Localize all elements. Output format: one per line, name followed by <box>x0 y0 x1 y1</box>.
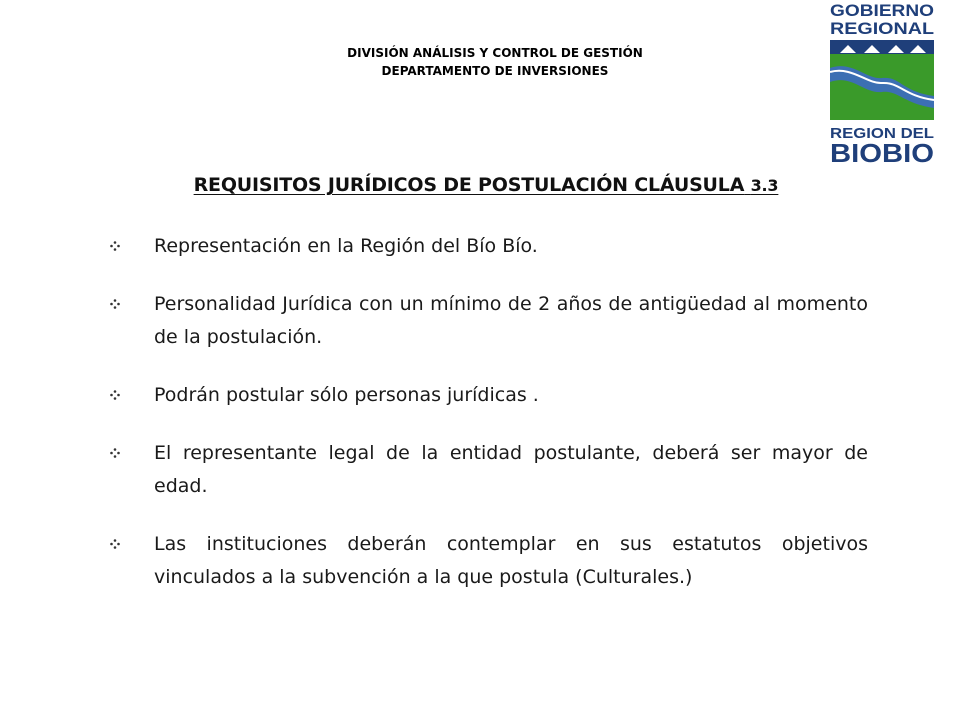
diamond-dots-icon <box>110 390 120 400</box>
list-item <box>108 288 868 354</box>
gobierno-regional-logo <box>822 0 942 170</box>
diamond-dots-icon <box>110 448 120 458</box>
header <box>300 44 690 80</box>
requirements-list <box>108 230 868 594</box>
list-item <box>108 437 868 503</box>
list-item-text: Representación en la Región del Bío Bío. <box>154 235 538 257</box>
list-item <box>108 528 868 594</box>
title-number: 3.3 <box>750 176 779 195</box>
list-item-text: Podrán postular sólo personas jurídicas . <box>154 384 539 406</box>
title-main: REQUISITOS JURÍDICOS DE POSTULACIÓN CLÁUSULA <box>193 174 745 196</box>
diamond-dots-icon <box>110 539 120 549</box>
diamond-dots-icon <box>110 241 120 251</box>
page-title <box>100 170 872 201</box>
logo-text-gobierno: GOBIERNO <box>830 1 934 20</box>
list-item <box>108 379 868 412</box>
logo-text-biobio: BIOBIO <box>830 138 934 168</box>
header-division: DIVISIÓN ANÁLISIS Y CONTROL DE GESTIÓN <box>347 46 643 60</box>
list-item-text: Las instituciones deberán contemplar en sus estatutos objetivos vinculados a la subvención a la que postula (Culturales.) <box>154 533 868 588</box>
list-item-text: El representante legal de la entidad postulante, deberá ser mayor de edad. <box>154 442 868 497</box>
list-item <box>108 230 868 263</box>
diamond-dots-icon <box>110 299 120 309</box>
logo-text-region-del: REGION DEL <box>830 125 934 142</box>
logo-graphic <box>822 0 942 170</box>
header-department: DEPARTAMENTO DE INVERSIONES <box>381 64 609 78</box>
list-item-text: Personalidad Jurídica con un mínimo de 2 años de antigüedad al momento de la postulación. <box>154 293 868 348</box>
logo-text-regional: REGIONAL <box>830 19 934 38</box>
